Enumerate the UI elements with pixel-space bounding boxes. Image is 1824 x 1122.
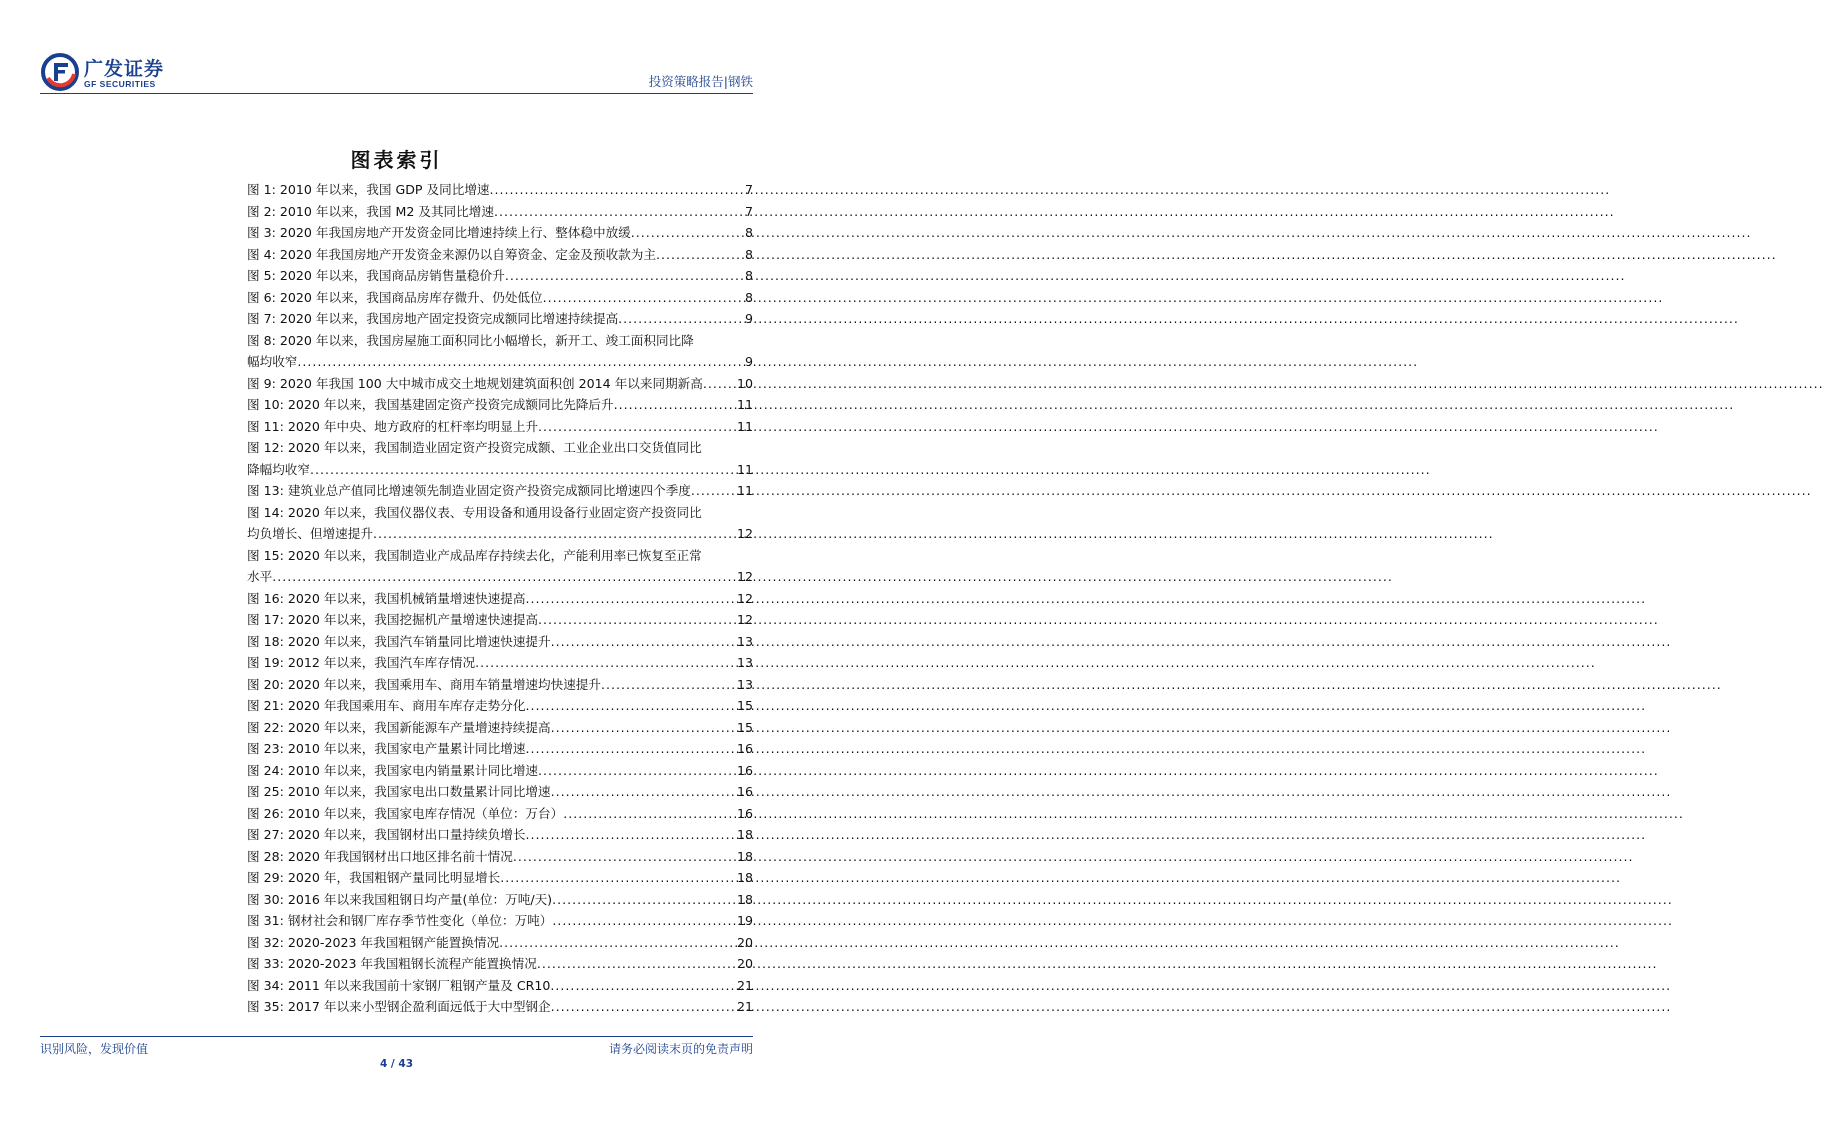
footer-slogan: 识别风险，发现价值 [40,1042,149,1056]
toc-figure-label: 图 4: [247,246,280,262]
leader-dots [551,781,736,803]
toc-entry[interactable] [247,824,753,846]
toc-page-number: 13 [736,655,753,670]
toc-entry[interactable] [247,652,753,674]
toc-entry-title: 2020 年以来，我国仪器仪表、专用设备和通用设备行业固定资产投资同比 [287,504,702,520]
toc-entry[interactable] [247,717,753,739]
toc-entry[interactable] [247,480,753,502]
toc-entry-title: 2020 年以来，我国汽车销量同比增速快速提升 [287,633,551,649]
toc-entry[interactable] [247,502,753,545]
gf-logo-icon [40,52,80,92]
toc-page-number: 8 [744,246,753,262]
toc-figure-label: 图 24: [247,762,288,778]
toc-figure-label: 图 34: [247,977,288,993]
toc-page-number: 20 [736,956,753,971]
toc-entry[interactable] [247,545,753,588]
leader-dots [691,480,736,502]
toc-entry[interactable] [247,975,753,997]
leader-dots [551,631,736,653]
leader-dots [551,717,736,739]
toc-entry[interactable] [247,953,753,975]
toc-page-number: 16 [736,762,753,778]
toc-page-number: 8 [744,289,753,305]
toc-entry-title: 2020 年我国 100 大中城市成交土地规划建筑面积创 2014 年以来同期新高 [279,375,703,391]
leader-dots [538,416,736,438]
toc-figure-label: 图 13: [247,483,288,498]
toc-figure-label: 图 20: [247,676,288,692]
leader-dots [538,760,736,782]
toc-entry-title: 2020 年以来，我国乘用车、商用车销量增速均快速提升 [287,676,601,692]
toc-entry[interactable] [247,201,753,223]
toc-entry-title: 2020 年以来，我国商品房库存微升、仍处低位 [279,289,543,305]
toc-figure-label: 图 32: [247,934,288,950]
toc-entry-title: 2020 年我国房地产开发资金同比增速持续上行、整体稳中放缓 [279,225,631,240]
toc-figure-label: 图 28: [247,848,288,864]
toc-entry-title: 2020 年以来，我国挖掘机产量增速快速提高 [287,612,539,627]
toc-entry-title: 2020 年以来，我国新能源车产量增速持续提高 [287,719,551,735]
toc-page-number: 15 [736,719,753,735]
toc-figure-label: 图 30: [247,891,288,907]
leader-dots [601,674,736,696]
toc-entry-title: 2010 年以来，我国 GDP 及同比增速 [279,182,490,197]
leader-dots [490,179,744,201]
leader-dots [618,308,744,330]
toc-entry[interactable] [247,244,753,266]
toc-page-number: 11 [736,418,753,434]
leader-dots [703,373,736,395]
toc-page-number: 11 [736,483,753,498]
toc-entry-title: 2020 年以来，我国机械销量增速快速提高 [287,590,526,606]
toc-page-number: 13 [736,676,753,692]
toc-entry[interactable] [247,609,753,631]
toc-entry-title: 2020 年以来，我国房地产固定投资完成额同比增速持续提高 [279,311,619,326]
toc-entry-title: 2020-2023 年我国粗钢产能置换情况 [287,934,500,950]
toc-figure-label: 图 29: [247,870,288,885]
toc-entry[interactable] [247,394,753,416]
toc-page-number: 11 [736,461,753,477]
toc-page-number: 12 [736,569,753,584]
toc-entry[interactable] [247,416,753,438]
toc-entry[interactable] [247,265,753,287]
toc-figure-label: 图 7: [247,311,280,326]
toc-entry-title: 2020 年以来，我国钢材出口量持续负增长 [287,827,526,842]
toc-page-number: 18 [736,848,753,864]
leader-dots [513,846,736,868]
toc-entry-title: 钢材社会和钢厂库存季节性变化（单位：万吨） [287,913,553,928]
toc-entry[interactable] [247,330,753,373]
leader-dots [297,351,744,373]
toc-page-number: 16 [736,805,753,821]
toc-figure-label: 图 25: [247,784,288,799]
leader-dots [552,910,736,932]
toc-entry-text-line1: 图 14: 2020 年以来，我国仪器仪表、专用设备和通用设备行业固定资产投资同比 [247,504,702,520]
toc-figure-label: 图 3: [247,225,280,240]
toc-entry[interactable] [247,674,753,696]
toc-figure-label: 图 33: [247,956,288,971]
toc-figure-label: 图 5: [247,268,280,283]
toc-entry[interactable] [247,889,753,911]
toc-page-number: 7 [744,182,753,197]
leader-dots [538,609,736,631]
leader-dots [537,953,736,975]
toc-page-number: 16 [736,784,753,799]
toc-entry[interactable] [247,910,753,932]
leader-dots [525,824,736,846]
toc-entry-text-line1: 图 12: 2020 年以来，我国制造业固定资产投资完成额、工业企业出口交货值同比 [247,440,702,455]
toc-entry[interactable] [247,781,753,803]
toc-entry[interactable] [247,179,753,201]
toc-page-number: 13 [736,633,753,649]
toc-page-number: 7 [744,203,753,219]
leader-dots [552,889,736,911]
leader-dots [543,287,744,309]
toc-entry-title: 2011 年以来我国前十家钢厂粗钢产量及 CR10 [287,977,551,993]
toc-entry[interactable] [247,867,753,889]
toc-figure-label: 图 6: [247,289,280,305]
toc-entry[interactable] [247,695,753,717]
toc-entry-text-cont: 降幅均收窄 [247,461,310,477]
toc-page-number: 9 [744,354,753,369]
company-logo [40,50,180,96]
toc-entry-text-line1: 图 15: 2020 年以来，我国制造业产成品库存持续去化，产能利用率已恢复至正常 [247,547,702,563]
toc-entry-text-cont: 均负增长、但增速提升 [247,526,373,541]
toc-entry-title: 2010 年以来，我国家电出口数量累计同比增速 [287,784,551,799]
toc-entry-title: 建筑业总产值同比增速领先制造业固定资产投资完成额同比增速四个季度 [287,483,691,498]
leader-dots [505,265,744,287]
toc-entry[interactable] [247,308,753,330]
toc-entry-title: 2020 年以来，我国制造业固定资产投资完成额、工业企业出口交货值同比 [287,440,702,455]
toc-figure-label: 图 19: [247,655,288,670]
leader-dots [499,932,736,954]
toc-entry[interactable] [247,760,753,782]
toc-figure-label: 图 10: [247,397,288,412]
toc-entry[interactable] [247,631,753,653]
leader-dots [551,996,736,1018]
report-type-label: 投资策略报告|钢铁 [648,74,753,89]
toc-page-number: 20 [736,934,753,950]
toc-entry-text-line1: 图 8: 2020 年以来，我国房屋施工面积同比小幅增长，新开工、竣工面积同比降 [247,332,694,348]
toc-entry-title: 2020 年以来，我国制造业产成品库存持续去化，产能利用率已恢复至正常 [287,547,702,563]
toc-entry-title: 2020-2023 年我国粗钢长流程产能置换情况 [287,956,537,971]
toc-entry-title: 2020 年我国乘用车、商用车库存走势分化 [287,698,526,713]
toc-entry[interactable] [247,996,753,1018]
leader-dots [373,523,736,545]
page-header [40,50,753,96]
toc-figure-label: 图 18: [247,633,288,649]
leader-dots [656,244,744,266]
toc-page-number: 10 [736,375,753,391]
toc-figure-label: 图 26: [247,805,288,821]
toc-entry[interactable] [247,588,753,610]
toc-entry-title: 2020 年中央、地方政府的杠杆率均明显上升 [287,418,539,434]
toc-entry[interactable] [247,738,753,760]
toc-figure-label: 图 17: [247,612,288,627]
toc-page-number: 18 [736,870,753,885]
toc-page-number: 21 [736,999,753,1014]
page-title: 图表索引 [350,148,443,172]
logo-chinese-name: 广发证券 [84,58,165,80]
toc-entry-title: 2010 年以来，我国家电内销量累计同比增速 [287,762,539,778]
leader-dots [500,867,736,889]
logo-english-name: GF SECURITIES [84,79,156,89]
toc-page-number: 9 [744,311,753,326]
toc-entry[interactable] [247,287,753,309]
header-divider [40,93,753,94]
toc-entry-text-cont: 幅均收窄 [247,354,298,369]
toc-entry[interactable] [247,373,753,395]
toc-figure-label: 图 22: [247,719,288,735]
toc-entry-title: 2020 年以来，我国基建固定资产投资完成额同比先降后升 [287,397,614,412]
leader-dots [614,394,736,416]
toc-page-number: 8 [744,268,753,283]
toc-figure-label: 图 21: [247,698,288,713]
toc-page-number: 21 [736,977,753,993]
toc-entry[interactable] [247,932,753,954]
leader-dots [494,201,744,223]
leader-dots [525,588,736,610]
footer-divider [40,1036,753,1037]
toc-figure-label: 图 16: [247,590,288,606]
toc-entry[interactable] [247,437,753,480]
toc-page-number: 12 [736,526,753,541]
toc-page-number: 18 [736,891,753,907]
toc-figure-label: 图 35: [247,999,288,1014]
leader-dots [563,803,736,825]
toc-figure-label: 图 23: [247,741,288,756]
leader-dots [310,459,736,481]
leader-dots [272,566,736,588]
toc-page-number: 11 [736,397,753,412]
toc-entry[interactable] [247,803,753,825]
toc-page-number: 8 [744,225,753,240]
toc-entry-title: 2020 年我国房地产开发资金来源仍以自筹资金、定金及预收款为主 [279,246,656,262]
toc-entry[interactable] [247,222,753,244]
toc-entry-title: 2017 年以来小型钢企盈利面远低于大中型钢企 [287,999,551,1014]
toc-entry-title: 2010 年以来，我国家电产量累计同比增速 [287,741,526,756]
toc-figure-label: 图 9: [247,375,280,391]
toc-entry-title: 2010 年以来，我国家电库存情况（单位：万台） [287,805,564,821]
leader-dots [475,652,736,674]
toc-page-number: 19 [736,913,753,928]
toc-page-number: 12 [736,612,753,627]
toc-entry[interactable] [247,846,753,868]
toc-entry-title: 2010 年以来，我国 M2 及其同比增速 [279,203,494,219]
toc-entry-title: 2020 年我国钢材出口地区排名前十情况 [287,848,513,864]
toc-figure-label: 图 2: [247,203,280,219]
toc-entry-title: 2020 年，我国粗钢产量同比明显增长 [287,870,501,885]
toc-page-number: 16 [736,741,753,756]
toc-page-number: 18 [736,827,753,842]
toc-entry-text-cont: 水平 [247,569,273,584]
toc-entry-title: 2020 年以来，我国房屋施工面积同比小幅增长，新开工、竣工面积同比降 [279,332,694,348]
toc-figure-label: 图 27: [247,827,288,842]
page-number: 4 / 43 [379,1058,414,1070]
leader-dots [525,738,736,760]
leader-dots [525,695,736,717]
toc-entry-title: 2020 年以来，我国商品房销售量稳价升 [279,268,505,283]
leader-dots [631,222,744,244]
toc-page-number: 15 [736,698,753,713]
toc-figure-label: 图 1: [247,182,280,197]
toc-figure-label: 图 11: [247,418,288,434]
toc-entry-title: 2016 年以来我国粗钢日均产量(单位：万吨/天) [287,891,553,907]
toc-page-number: 12 [736,590,753,606]
footer-disclaimer-note: 请务必阅读末页的免责声明 [608,1042,753,1056]
toc-figure-label: 图 31: [247,913,288,928]
toc-entry-title: 2012 年以来，我国汽车库存情况 [287,655,476,670]
leader-dots [550,975,736,997]
